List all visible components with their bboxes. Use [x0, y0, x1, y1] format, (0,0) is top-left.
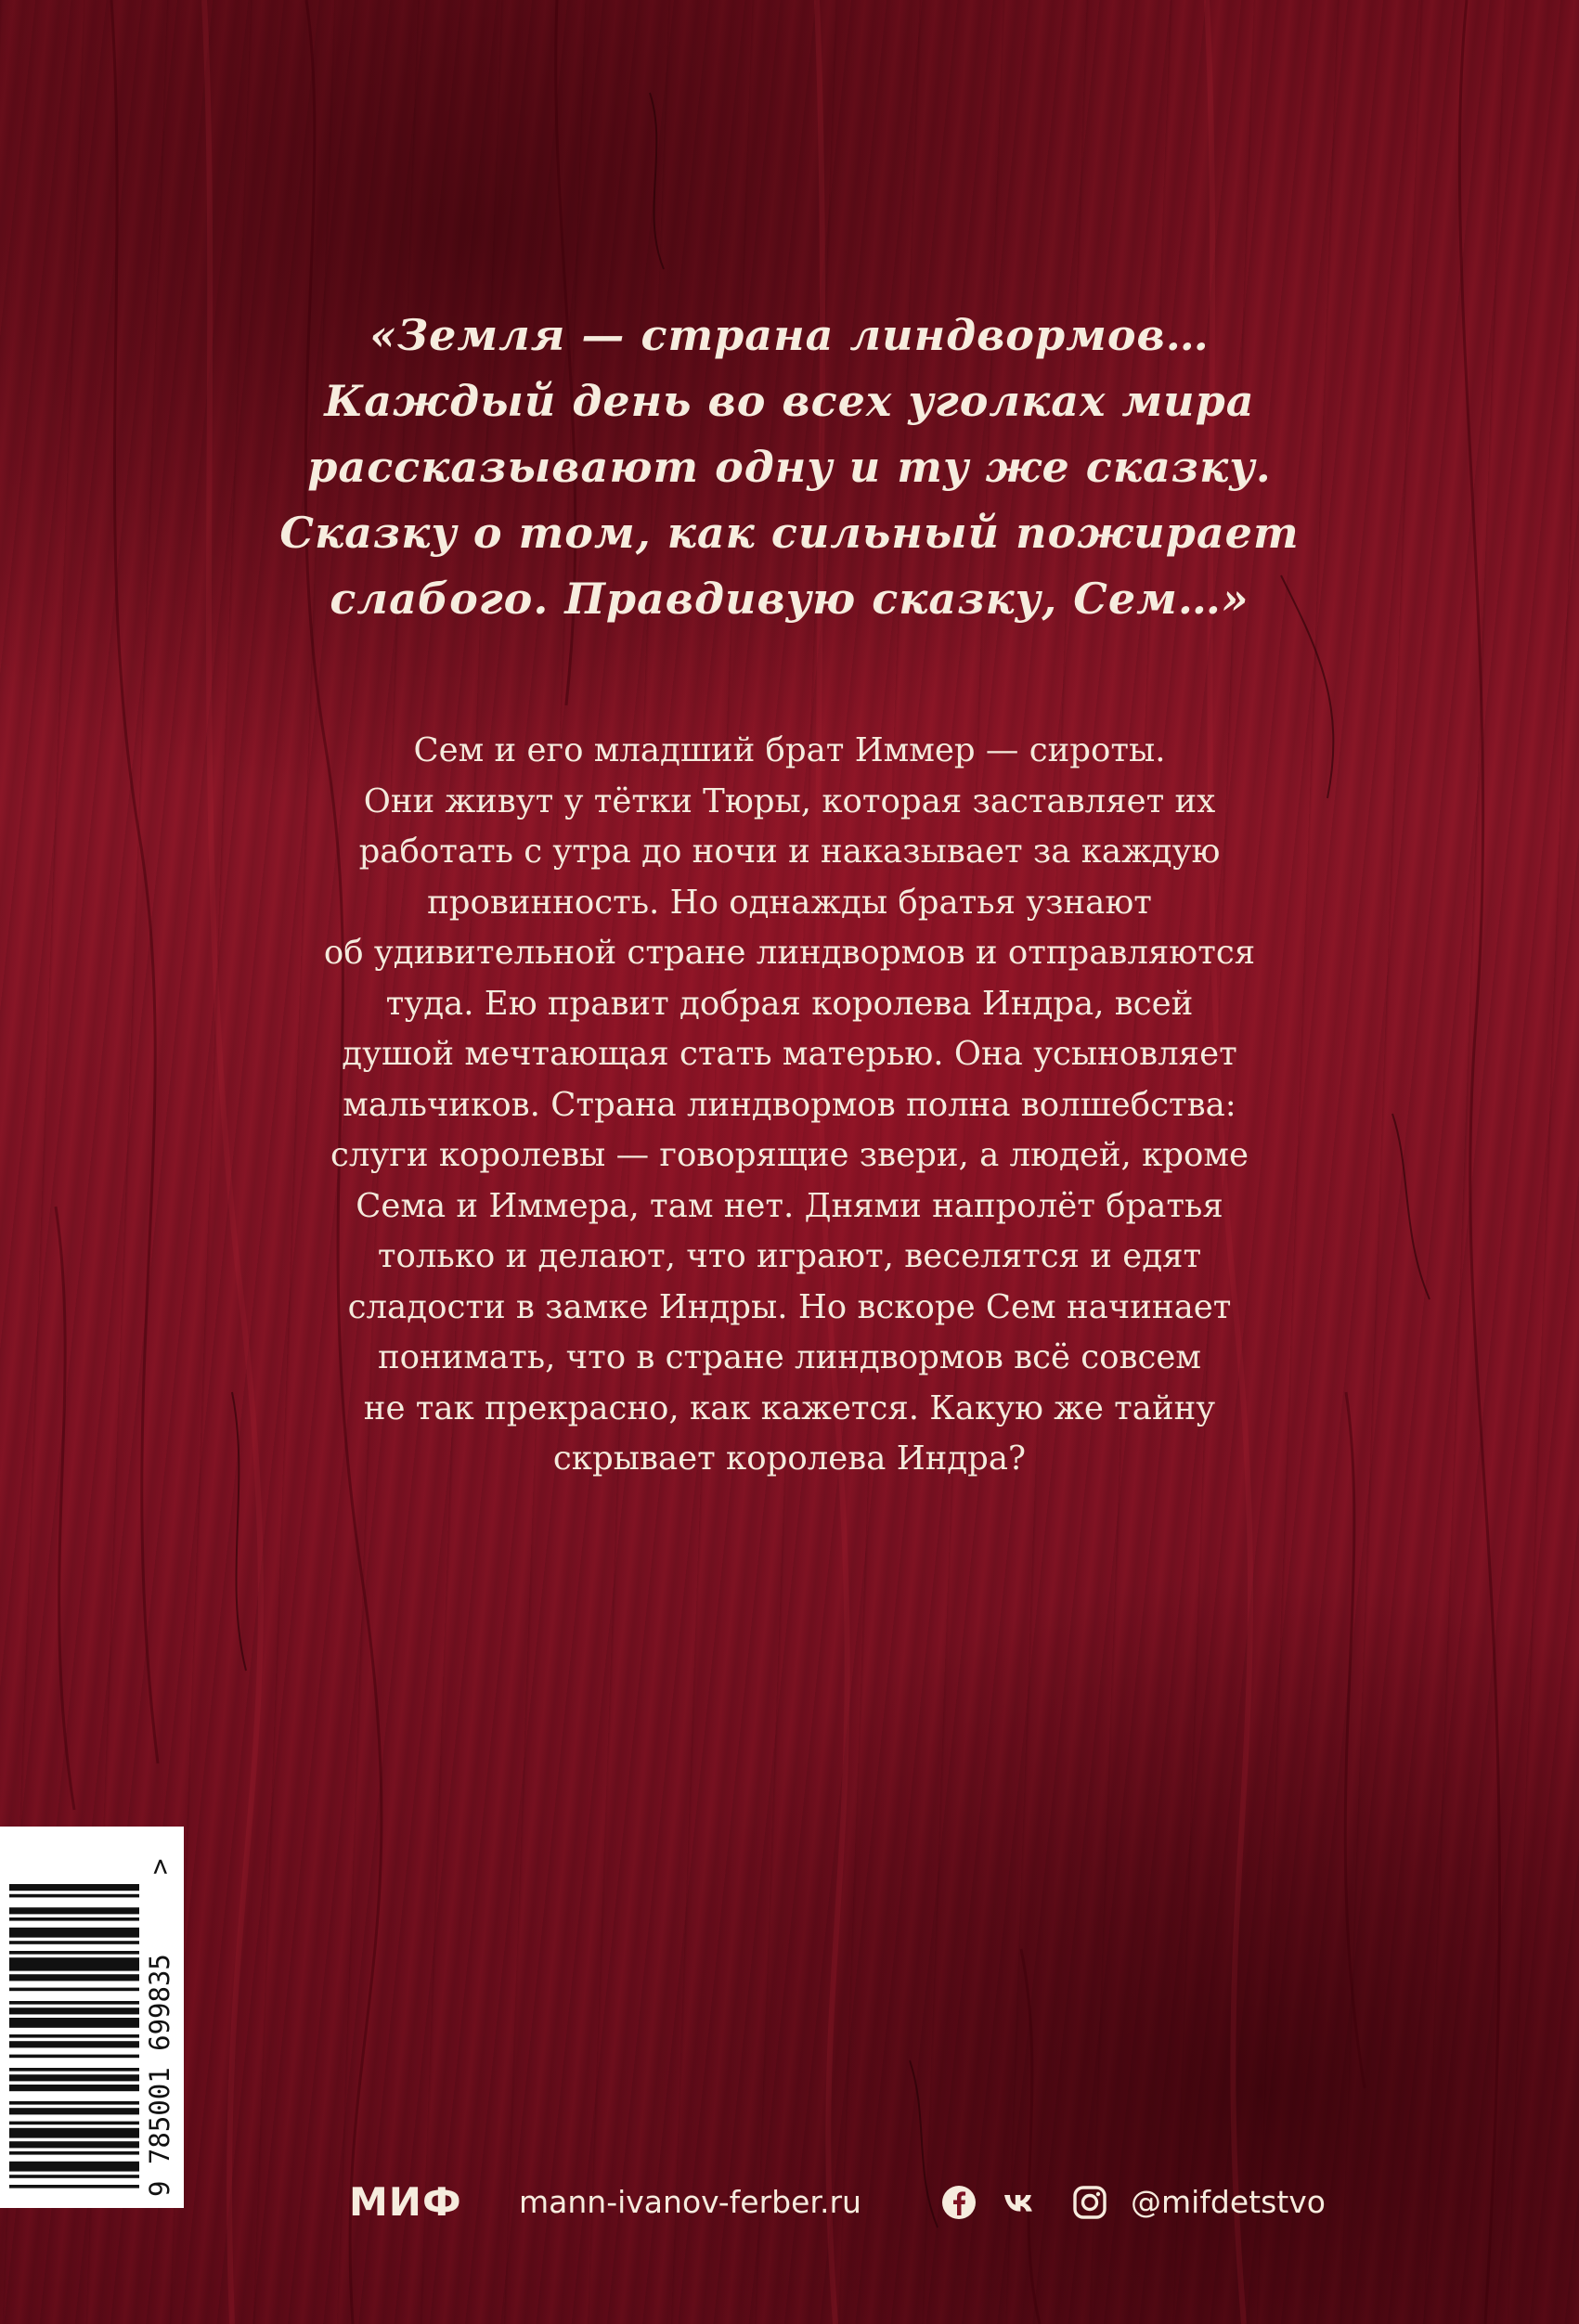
- barcode-bar: [9, 2034, 139, 2038]
- website-link[interactable]: mann-ivanov-ferber.ru: [519, 2184, 861, 2220]
- barcode-bar: [9, 1907, 139, 1914]
- barcode-bar: [9, 2141, 139, 2148]
- barcode-bar: [9, 2018, 139, 2028]
- publisher-logo: МИФ: [349, 2179, 462, 2225]
- vk-icon[interactable]: [1002, 2184, 1039, 2221]
- barcode-bar: [9, 1941, 139, 1944]
- description-line: понимать, что в стране линдвормов всё совсем: [377, 1338, 1202, 1376]
- description-line: слуги королевы — говорящие звери, а людей, кроме: [330, 1136, 1249, 1174]
- quote-line: «Земля — страна линдвормов…: [369, 310, 1210, 360]
- instagram-icon[interactable]: [1071, 2184, 1108, 2221]
- facebook-icon[interactable]: [940, 2184, 977, 2221]
- quote-line: Сказку о том, как сильный пожирает: [279, 508, 1300, 558]
- isbn-barcode: [0, 1827, 184, 2208]
- barcode-bar: [9, 2151, 139, 2155]
- barcode-bar: [9, 2128, 139, 2138]
- barcode-bar: [9, 1894, 139, 1898]
- description-line: душой мечтающая стать матерью. Она усыновляет: [342, 1035, 1237, 1073]
- barcode-bar: [9, 2108, 139, 2114]
- description-line: туда. Ею правит добрая королева Индра, всей: [385, 984, 1194, 1023]
- quote-line: слабого. Правдивую сказку, Сем…»: [330, 574, 1249, 624]
- barcode-bar: [9, 2162, 139, 2172]
- barcode-bar: [9, 2008, 139, 2014]
- barcode-bar: [9, 2122, 139, 2125]
- barcode-bar: [9, 2074, 139, 2081]
- barcode-bar: [9, 2068, 139, 2072]
- quote-line: рассказывают одну и ту же сказку.: [307, 442, 1272, 492]
- barcode-bar: [9, 2055, 139, 2059]
- barcode-bar: [9, 1917, 139, 1921]
- description-line: скрывает королева Индра?: [552, 1440, 1027, 1478]
- quote-block: [0, 303, 1579, 632]
- barcode-graphic: [0, 1827, 184, 2208]
- barcode-bar: [9, 1988, 139, 1992]
- barcode-bar: [9, 2001, 139, 2005]
- social-handle[interactable]: @mifdetstvo: [1131, 2184, 1326, 2220]
- barcode-bar: [9, 1957, 139, 1970]
- barcode-bar: [9, 1928, 139, 1938]
- description-line: Сема и Иммера, там нет. Днями напролёт братья: [356, 1186, 1223, 1225]
- barcode-bar: [9, 2085, 139, 2091]
- description-line: не так прекрасно, как кажется. Какую же тайну: [363, 1388, 1216, 1427]
- description-line: мальчиков. Страна линдвормов полна волшебства:: [343, 1085, 1236, 1124]
- barcode-bar: [9, 1974, 139, 1981]
- description-line: об удивительной стране линдвормов и отправляются: [323, 934, 1256, 972]
- description-line: Они живут у тётки Тюры, которая заставляет их: [363, 781, 1216, 820]
- description-line: Сем и его младший брат Иммер — сироты.: [413, 731, 1166, 769]
- barcode-bar: [9, 1951, 139, 1955]
- publisher-footer: [0, 2176, 1579, 2231]
- barcode-arrow: >: [144, 1858, 175, 1875]
- description-line: только и делают, что играют, веселятся и едят: [377, 1237, 1202, 1275]
- description-line: провинность. Но однажды братья узнают: [427, 883, 1152, 922]
- description-line: работать с утра до ночи и наказывает за каждую: [358, 833, 1221, 871]
- description-block: [0, 726, 1579, 1485]
- description-line: сладости в замке Индры. Но вскоре Сем начинает: [347, 1287, 1232, 1326]
- barcode-bar: [9, 1884, 139, 1891]
- barcode-bar: [9, 2041, 139, 2047]
- barcode-bar: [9, 2101, 139, 2105]
- barcode-digits: 9 785001 699835: [144, 1954, 175, 2197]
- quote-line: Каждый день во всех уголках мира: [324, 376, 1255, 426]
